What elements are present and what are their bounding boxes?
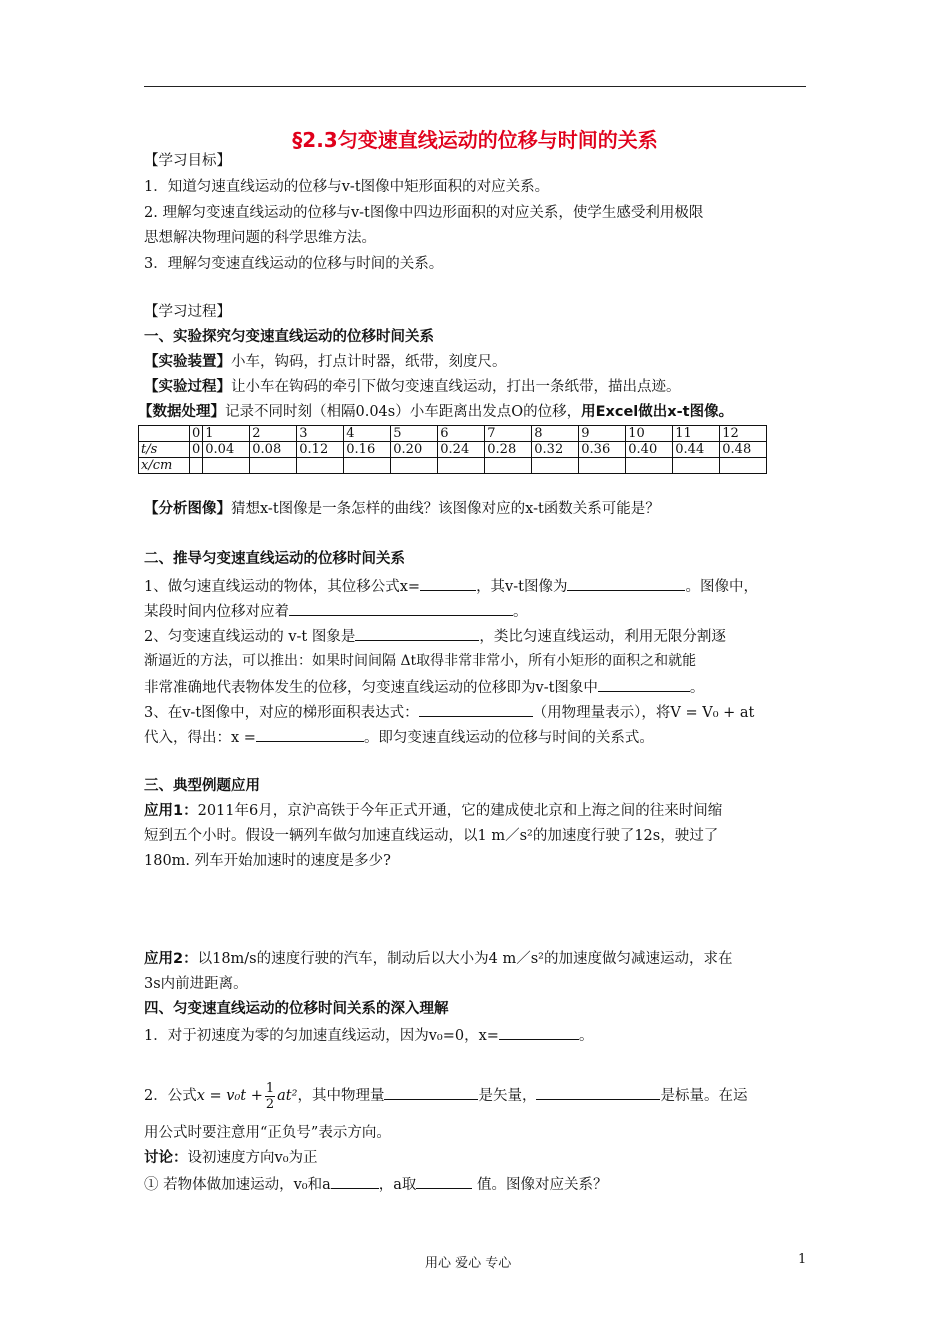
- table-cell: 6: [438, 426, 485, 442]
- procedure-text: 让小车在钩码的牵引下做匀变速直线运动，打出一条纸带，描出点迹。: [231, 379, 681, 395]
- text-segment: ① 若物体做加速运动，v₀和a: [144, 1177, 331, 1193]
- table-cell: 1: [203, 426, 250, 442]
- table-cell: 0.12: [297, 442, 344, 458]
- text-segment: 。: [578, 1028, 594, 1044]
- section4-item-2-cont: 用公式时要注意用“正负号”表示方向。: [144, 1125, 391, 1141]
- table-cell: 4: [344, 426, 391, 442]
- table-cell: 0.20: [391, 442, 438, 458]
- displacement-formula: [196, 1080, 298, 1112]
- table-header-cell: x/cm: [139, 458, 190, 474]
- section2-line-5: [144, 676, 808, 698]
- table-cell-empty: [579, 458, 626, 474]
- section2-line-2: [144, 600, 808, 622]
- formula-rhs: at²: [277, 1088, 298, 1104]
- table-cell: 0.40: [626, 442, 673, 458]
- section3-heading: 三、典型例题应用: [144, 778, 260, 794]
- table-cell-empty: [438, 458, 485, 474]
- table-cell-empty: [391, 458, 438, 474]
- apparatus-label: 【实验装置】: [144, 354, 231, 370]
- fill-blank[interactable]: [331, 1173, 379, 1189]
- table-header-cell: [139, 426, 190, 442]
- application-2-label: 应用2：: [144, 951, 198, 967]
- table-cell-empty: [297, 458, 344, 474]
- table-cell: 0.08: [250, 442, 297, 458]
- data-line: [138, 402, 802, 422]
- apparatus-line: [144, 352, 808, 372]
- table-cell-empty: [626, 458, 673, 474]
- text-segment: ，a取: [378, 1177, 417, 1193]
- text-segment: 1．对于初速度为零的匀加速直线运动，因为v₀=0，x=: [144, 1028, 499, 1044]
- fill-blank[interactable]: [384, 1084, 478, 1100]
- goal-item-2: 2. 理解匀变速直线运动的位移与v-t图像中四边形面积的对应关系，使学生感受利用极限: [144, 205, 704, 221]
- table-row: [139, 458, 767, 474]
- data-text: 记录不同时刻（相隔0.04s）小车距离出发点O的位移，: [225, 404, 582, 420]
- text-segment: 代入，得出：x =: [144, 730, 256, 746]
- table-header-cell: t/s: [139, 442, 190, 458]
- formula-lhs: x = v₀t +: [196, 1088, 263, 1104]
- table-cell: 12: [720, 426, 767, 442]
- application-1-label: 应用1：: [144, 803, 198, 819]
- application-2-line-1: [144, 949, 808, 969]
- text-segment: 某段时间内位移对应着: [144, 604, 289, 620]
- section2-line-4: 渐逼近的方法，可以推出：如果时间间隔 Δt取得非常非常小，所有小矩形的面积之和就能: [144, 653, 697, 669]
- text-segment: （用物理量表示），将V = V₀ + at: [532, 705, 755, 721]
- procedure-label: 【实验过程】: [144, 379, 231, 395]
- table-cell: 0: [190, 426, 203, 442]
- data-bold: 用Excel做出x-t图像。: [581, 404, 734, 420]
- table-cell: 5: [391, 426, 438, 442]
- section2-line-3: [144, 625, 808, 647]
- page-number: 1: [798, 1252, 807, 1267]
- table-cell-empty: [532, 458, 579, 474]
- text-segment: 。图像中，: [685, 579, 758, 595]
- table-cell: 0.36: [579, 442, 626, 458]
- header-rule: [144, 86, 806, 87]
- section4-heading: 四、匀变速直线运动的位移时间关系的深入理解: [144, 1001, 449, 1017]
- text-segment: 以18m/s的速度行驶的汽车，制动后以大小为4 m／s²的加速度做匀减速运动，求在: [197, 951, 733, 967]
- text-segment: ，类比匀速直线运动，利用无限分割逐: [479, 629, 726, 645]
- table-cell: 0.44: [673, 442, 720, 458]
- table-cell-empty: [673, 458, 720, 474]
- application-1-line-1: [144, 801, 808, 821]
- table-cell: 8: [532, 426, 579, 442]
- table-cell: 9: [579, 426, 626, 442]
- table-cell-empty: [190, 458, 203, 474]
- section2-line-1: [144, 575, 808, 597]
- discussion-line: [144, 1148, 808, 1168]
- analysis-label: 【分析图像】: [144, 501, 231, 517]
- data-label: 【数据处理】: [138, 404, 225, 420]
- table-cell: 0: [190, 442, 203, 458]
- table-cell: 0.28: [485, 442, 532, 458]
- text-segment: 。: [513, 604, 528, 620]
- table-cell: 10: [626, 426, 673, 442]
- table-cell-empty: [344, 458, 391, 474]
- formula-fraction: [265, 1081, 275, 1112]
- text-segment: 非常准确地代表物体发生的位移，匀变速直线运动的位移即为v-t图象中: [144, 680, 598, 696]
- goals-heading: 【学习目标】: [144, 153, 231, 169]
- analysis-line: [144, 499, 808, 519]
- table-cell: 11: [673, 426, 720, 442]
- table-row: [139, 426, 767, 442]
- fill-blank[interactable]: [289, 600, 513, 616]
- table-row: [139, 442, 767, 458]
- fill-blank[interactable]: [355, 625, 479, 641]
- table-cell: 0.32: [532, 442, 579, 458]
- table-cell-empty: [203, 458, 250, 474]
- fill-blank[interactable]: [598, 676, 690, 692]
- fraction-numerator: 1: [265, 1080, 275, 1096]
- section2-line-6: [144, 701, 808, 723]
- text-segment: 。: [689, 680, 705, 696]
- text-segment: 1、做匀速直线运动的物体，其位移公式x=: [144, 579, 421, 595]
- section4-item-1: [144, 1024, 808, 1046]
- fill-blank[interactable]: [567, 575, 685, 591]
- section2-line-7: [144, 726, 808, 748]
- fill-blank[interactable]: [416, 1173, 472, 1189]
- table-cell: 0.16: [344, 442, 391, 458]
- fill-blank[interactable]: [419, 701, 533, 717]
- page-title: §2.3匀变速直线运动的位移与时间的关系: [292, 128, 658, 152]
- text-segment: 是矢量，: [478, 1088, 537, 1104]
- table-cell: 0.24: [438, 442, 485, 458]
- table-cell-empty: [720, 458, 767, 474]
- table-cell-empty: [485, 458, 532, 474]
- table-cell: 3: [297, 426, 344, 442]
- process-heading: 【学习过程】: [144, 304, 231, 320]
- analysis-text: 猜想x-t图像是一条怎样的曲线？该图像对应的x-t函数关系可能是？: [231, 501, 660, 517]
- fill-blank[interactable]: [499, 1024, 579, 1040]
- text-segment: ，其中物理量: [297, 1088, 385, 1104]
- discussion-label: 讨论：: [144, 1150, 188, 1166]
- text-segment: 2．公式: [144, 1088, 197, 1104]
- section1-heading: 一、实验探究匀变速直线运动的位移时间关系: [144, 329, 434, 345]
- text-segment: 是标量。在运: [660, 1088, 748, 1104]
- fill-blank[interactable]: [256, 726, 364, 742]
- section2-heading: 二、推导匀变速直线运动的位移时间关系: [144, 551, 405, 567]
- text-segment: 2、匀变速直线运动的 v-t 图象是: [144, 629, 356, 645]
- fill-blank[interactable]: [536, 1084, 660, 1100]
- table-cell-empty: [250, 458, 297, 474]
- text-segment: 。即匀变速直线运动的位移与时间的关系式。: [363, 730, 654, 746]
- goal-item-2-cont: 思想解决物理问题的科学思维方法。: [144, 230, 376, 246]
- text-segment: 2011年6月，京沪高铁于今年正式开通，它的建成使北京和上海之间的往来时间缩: [197, 803, 723, 819]
- table-cell: 2: [250, 426, 297, 442]
- fill-blank[interactable]: [420, 575, 476, 591]
- apparatus-text: 小车，钩码，打点计时器，纸带，刻度尺。: [231, 354, 507, 370]
- goal-item-3: 3．理解匀变速直线运动的位移与时间的关系。: [144, 256, 444, 272]
- text-segment: 3、在v-t图像中，对应的梯形面积表达式：: [144, 705, 419, 721]
- fraction-denominator: 2: [265, 1096, 275, 1112]
- discussion-item-1: [144, 1173, 808, 1195]
- application-2-line-2: 3s内前进距离。: [144, 976, 248, 992]
- text-segment: 值。图像对应关系？: [472, 1177, 608, 1193]
- application-1-line-3: 180m. 列车开始加速时的速度是多少?: [144, 853, 391, 869]
- text-segment: ，其v-t图像为: [476, 579, 568, 595]
- footer-motto: 用心 爱心 专心: [425, 1256, 512, 1271]
- table-cell: 0.48: [720, 442, 767, 458]
- procedure-line: [144, 377, 808, 397]
- application-1-line-2: 短到五个小时。假设一辆列车做匀加速直线运动，以1 m／s²的加速度行驶了12s，驶过了: [144, 828, 719, 844]
- table-cell: 0.04: [203, 442, 250, 458]
- text-segment: 设初速度方向v₀为正: [187, 1150, 318, 1166]
- table-cell: 7: [485, 426, 532, 442]
- goal-item-1: 1．知道匀速直线运动的位移与v-t图像中矩形面积的对应关系。: [144, 179, 550, 195]
- section4-item-2: [144, 1080, 808, 1114]
- data-table: [138, 425, 767, 474]
